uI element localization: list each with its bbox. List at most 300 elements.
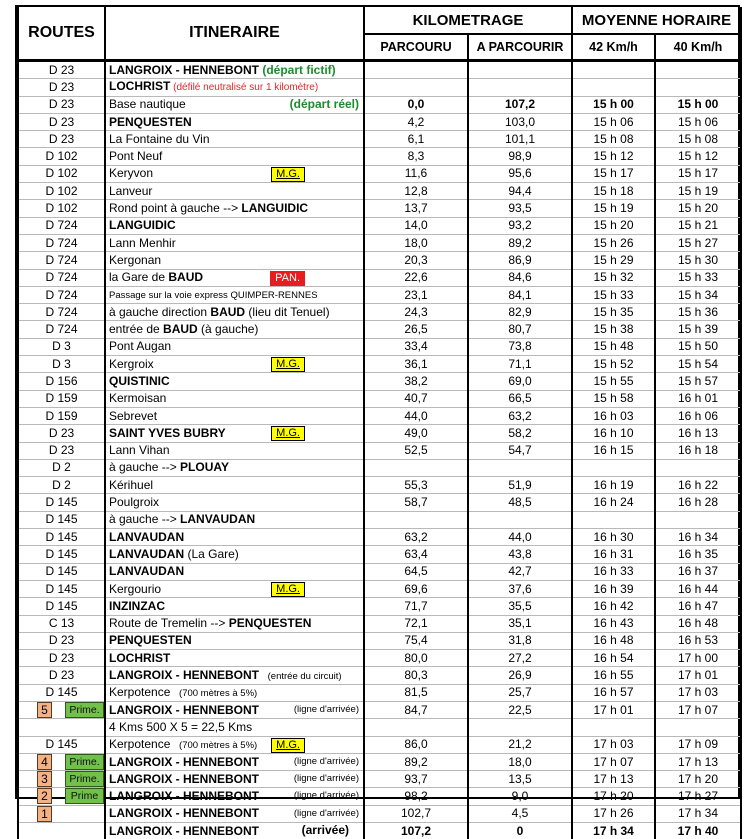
place-name: LANGROIX - HENNEBONT <box>109 824 259 838</box>
time-40kmh-cell: 16 h 53 <box>655 632 741 649</box>
place-name: LANGROIX - HENNEBONT <box>109 755 259 769</box>
km-remaining-cell: 54,7 <box>468 442 572 459</box>
km-remaining-cell: 31,8 <box>468 632 572 649</box>
km-remaining-cell <box>468 511 572 528</box>
itinerary-text: Poulgroix <box>109 495 159 509</box>
itinerary-cell <box>105 580 364 597</box>
time-42kmh-cell: 17 h 07 <box>572 753 655 770</box>
route-cell: D 23 <box>18 425 105 442</box>
km-remaining-cell: 82,9 <box>468 304 572 321</box>
km-remaining-cell: 58,2 <box>468 425 572 442</box>
table-row <box>18 823 741 839</box>
time-40kmh-cell: 15 h 17 <box>655 165 741 182</box>
itinerary-text: Kermoisan <box>109 391 166 405</box>
itinerary-note: (ligne d'arrivée) <box>294 702 359 717</box>
time-40kmh-cell: 17 h 13 <box>655 753 741 770</box>
km-remaining-cell: 89,2 <box>468 234 572 251</box>
place-name: LANGUIDIC <box>109 218 176 232</box>
km-covered-cell <box>364 61 468 79</box>
prime-badge: Prime. <box>65 702 104 718</box>
time-40kmh-cell <box>655 79 741 96</box>
km-remaining-cell: 86,9 <box>468 252 572 269</box>
time-42kmh-cell: 15 h 33 <box>572 286 655 303</box>
place-name: BAUD <box>168 270 203 284</box>
km-covered-cell: 86,0 <box>364 736 468 753</box>
route-cell <box>18 701 105 718</box>
time-40kmh-cell: 15 h 34 <box>655 286 741 303</box>
time-42kmh-cell: 16 h 19 <box>572 477 655 494</box>
route-cell: D 102 <box>18 200 105 217</box>
itinerary-cell <box>105 771 364 788</box>
km-covered-cell: 63,2 <box>364 529 468 546</box>
time-40kmh-cell <box>655 459 741 476</box>
table-row <box>18 252 741 269</box>
km-remaining-cell: 84,6 <box>468 269 572 286</box>
itinerary-cell <box>105 823 364 839</box>
km-covered-cell: 18,0 <box>364 234 468 251</box>
itinerary-cell <box>105 96 364 113</box>
itinerary-cell <box>105 719 364 736</box>
lap-number-badge: 1 <box>37 806 52 822</box>
km-covered-cell: 80,0 <box>364 650 468 667</box>
time-42kmh-cell: 17 h 01 <box>572 701 655 718</box>
itinerary-cell <box>105 598 364 615</box>
km-remaining-cell: 26,9 <box>468 667 572 684</box>
time-40kmh-cell: 15 h 00 <box>655 96 741 113</box>
time-42kmh-cell: 16 h 43 <box>572 615 655 632</box>
table-row <box>18 373 741 390</box>
table-row <box>18 286 741 303</box>
prime-badge: Prime <box>65 788 104 804</box>
km-remaining-cell: 43,8 <box>468 546 572 563</box>
table-row <box>18 131 741 148</box>
km-remaining-cell: 95,6 <box>468 165 572 182</box>
time-42kmh-cell: 16 h 10 <box>572 425 655 442</box>
itinerary-table <box>17 7 742 839</box>
table-row <box>18 269 741 286</box>
time-42kmh-cell: 16 h 30 <box>572 529 655 546</box>
km-covered-cell: 11,6 <box>364 165 468 182</box>
time-42kmh-cell <box>572 719 655 736</box>
table-row <box>18 805 741 822</box>
time-40kmh-cell: 15 h 50 <box>655 338 741 355</box>
time-42kmh-cell: 16 h 39 <box>572 580 655 597</box>
time-40kmh-cell: 17 h 07 <box>655 701 741 718</box>
time-40kmh-cell <box>655 719 741 736</box>
itinerary-cell <box>105 321 364 338</box>
time-42kmh-cell: 15 h 58 <box>572 390 655 407</box>
route-cell: D 145 <box>18 684 105 701</box>
km-covered-cell: 81,5 <box>364 684 468 701</box>
table-row <box>18 356 741 373</box>
itinerary-cell <box>105 442 364 459</box>
route-cell: D 145 <box>18 580 105 597</box>
km-covered-cell: 8,3 <box>364 148 468 165</box>
time-42kmh-cell <box>572 61 655 79</box>
route-cell: D 23 <box>18 96 105 113</box>
table-row <box>18 321 741 338</box>
itinerary-cell <box>105 425 364 442</box>
time-42kmh-cell: 15 h 38 <box>572 321 655 338</box>
itinerary-text: (La Gare) <box>184 547 239 561</box>
time-42kmh-cell: 15 h 08 <box>572 131 655 148</box>
km-remaining-cell: 71,1 <box>468 356 572 373</box>
time-42kmh-cell: 16 h 54 <box>572 650 655 667</box>
km-covered-cell <box>364 79 468 96</box>
km-remaining-cell: 13,5 <box>468 771 572 788</box>
km-remaining-cell <box>468 79 572 96</box>
place-name: LOCHRIST <box>109 79 170 93</box>
km-covered-cell <box>364 511 468 528</box>
table-row <box>18 684 741 701</box>
time-40kmh-cell: 16 h 01 <box>655 390 741 407</box>
itinerary-note: (ligne d'arrivée) <box>294 806 359 821</box>
km-covered-cell: 72,1 <box>364 615 468 632</box>
route-cell: D 3 <box>18 356 105 373</box>
time-42kmh-cell: 16 h 33 <box>572 563 655 580</box>
km-covered-cell: 38,2 <box>364 373 468 390</box>
itinerary-cell <box>105 494 364 511</box>
place-name: LANGROIX - HENNEBONT <box>109 772 259 786</box>
table-row <box>18 200 741 217</box>
lap-number-badge: 5 <box>37 702 52 718</box>
route-cell: D 159 <box>18 390 105 407</box>
route-cell: D 23 <box>18 113 105 130</box>
place-name: LANVAUDAN <box>180 512 255 526</box>
time-42kmh-cell: 15 h 18 <box>572 183 655 200</box>
table-row <box>18 580 741 597</box>
time-42kmh-cell: 15 h 29 <box>572 252 655 269</box>
itinerary-text: Pont Augan <box>109 339 171 353</box>
time-42kmh-cell: 16 h 48 <box>572 632 655 649</box>
km-remaining-cell: 84,1 <box>468 286 572 303</box>
column-header-42kmh: 42 Km/h <box>572 34 655 61</box>
time-40kmh-cell: 15 h 12 <box>655 148 741 165</box>
table-row <box>18 442 741 459</box>
time-42kmh-cell: 15 h 17 <box>572 165 655 182</box>
table-row <box>18 407 741 424</box>
km-covered-cell: 13,7 <box>364 200 468 217</box>
itinerary-cell <box>105 736 364 753</box>
km-covered-cell: 14,0 <box>364 217 468 234</box>
route-cell <box>18 753 105 770</box>
km-covered-cell: 63,4 <box>364 546 468 563</box>
time-42kmh-cell: 16 h 55 <box>572 667 655 684</box>
itinerary-cell <box>105 615 364 632</box>
time-40kmh-cell: 17 h 03 <box>655 684 741 701</box>
km-covered-cell: 55,3 <box>364 477 468 494</box>
time-42kmh-cell: 17 h 03 <box>572 736 655 753</box>
km-remaining-cell: 35,5 <box>468 598 572 615</box>
mountain-prize-badge: M.G. <box>271 426 305 441</box>
time-40kmh-cell: 15 h 06 <box>655 113 741 130</box>
table-row <box>18 736 741 753</box>
km-covered-cell: 44,0 <box>364 407 468 424</box>
km-remaining-cell: 51,9 <box>468 477 572 494</box>
itinerary-cell <box>105 563 364 580</box>
route-cell: D 724 <box>18 252 105 269</box>
itinerary-cell <box>105 632 364 649</box>
place-name: PLOUAY <box>180 460 229 474</box>
itinerary-cell <box>105 200 364 217</box>
table-row <box>18 753 741 770</box>
place-name: PENQUESTEN <box>109 115 192 129</box>
route-cell: D 145 <box>18 546 105 563</box>
place-name: LOCHRIST <box>109 651 170 665</box>
time-42kmh-cell: 15 h 06 <box>572 113 655 130</box>
km-covered-cell <box>364 459 468 476</box>
route-cell: D 724 <box>18 234 105 251</box>
route-cell: D 156 <box>18 373 105 390</box>
place-name: LANVAUDAN <box>109 530 184 544</box>
route-cell: D 23 <box>18 61 105 79</box>
place-name: BAUD <box>210 305 245 319</box>
itinerary-text: (lieu dit Tenuel) <box>245 305 330 319</box>
km-covered-cell: 22,6 <box>364 269 468 286</box>
itinerary-cell <box>105 356 364 373</box>
itinerary-text: Route de Tremelin --> <box>109 616 229 630</box>
table-row <box>18 148 741 165</box>
itinerary-text: Kerpotence <box>109 737 170 751</box>
itinerary-note: (ligne d'arrivée) <box>294 788 359 803</box>
mountain-prize-badge: M.G. <box>271 582 305 597</box>
route-cell: D 23 <box>18 131 105 148</box>
route-cell: D 23 <box>18 632 105 649</box>
time-40kmh-cell: 16 h 18 <box>655 442 741 459</box>
route-cell: C 13 <box>18 615 105 632</box>
itinerary-cell <box>105 252 364 269</box>
table-row <box>18 304 741 321</box>
time-40kmh-cell: 16 h 13 <box>655 425 741 442</box>
table-row <box>18 338 741 355</box>
route-cell: D 724 <box>18 304 105 321</box>
time-42kmh-cell: 17 h 26 <box>572 805 655 822</box>
route-cell: D 724 <box>18 217 105 234</box>
itinerary-cell <box>105 650 364 667</box>
time-42kmh-cell: 15 h 20 <box>572 217 655 234</box>
table-row <box>18 459 741 476</box>
itinerary-cell <box>105 286 364 303</box>
itinerary-cell <box>105 511 364 528</box>
place-name: LANGROIX - HENNEBONT <box>109 806 259 820</box>
km-covered-cell: 36,1 <box>364 356 468 373</box>
km-covered-cell: 4,2 <box>364 113 468 130</box>
km-remaining-cell: 66,5 <box>468 390 572 407</box>
time-40kmh-cell: 16 h 22 <box>655 477 741 494</box>
itinerary-text: entrée de <box>109 322 163 336</box>
itinerary-text: Kérihuel <box>109 478 153 492</box>
lap-number-badge: 2 <box>37 788 52 804</box>
route-cell: D 145 <box>18 736 105 753</box>
itinerary-text: Kerpotence <box>109 685 170 699</box>
time-42kmh-cell: 15 h 32 <box>572 269 655 286</box>
itinerary-note: (entrée du circuit) <box>265 671 342 682</box>
itinerary-text: La Fontaine du Vin <box>109 132 210 146</box>
time-40kmh-cell: 15 h 08 <box>655 131 741 148</box>
km-covered-cell: 107,2 <box>364 823 468 839</box>
route-cell: D 159 <box>18 407 105 424</box>
time-40kmh-cell: 16 h 48 <box>655 615 741 632</box>
time-40kmh-cell: 17 h 01 <box>655 667 741 684</box>
table-row <box>18 61 741 79</box>
itinerary-text: Sebrevet <box>109 409 157 423</box>
table-row <box>18 632 741 649</box>
km-remaining-cell: 44,0 <box>468 529 572 546</box>
route-cell <box>18 771 105 788</box>
time-40kmh-cell: 16 h 37 <box>655 563 741 580</box>
route-cell: D 23 <box>18 667 105 684</box>
route-cell: D 145 <box>18 511 105 528</box>
group-header-moyenne-horaire: MOYENNE HORAIRE <box>572 7 741 34</box>
time-40kmh-cell: 15 h 20 <box>655 200 741 217</box>
table-row <box>18 771 741 788</box>
time-40kmh-cell <box>655 61 741 79</box>
km-covered-cell: 23,1 <box>364 286 468 303</box>
route-cell: D 23 <box>18 442 105 459</box>
km-remaining-cell <box>468 459 572 476</box>
itinerary-cell <box>105 304 364 321</box>
itinerary-cell <box>105 684 364 701</box>
table-row <box>18 511 741 528</box>
place-name: INZINZAC <box>109 599 165 613</box>
place-name: LANGROIX - HENNEBONT <box>109 668 259 682</box>
km-covered-cell: 93,7 <box>364 771 468 788</box>
place-name: PENQUESTEN <box>229 616 312 630</box>
km-remaining-cell: 94,4 <box>468 183 572 200</box>
place-name: LANVAUDAN <box>109 564 184 578</box>
time-42kmh-cell: 16 h 24 <box>572 494 655 511</box>
mountain-prize-badge: M.G. <box>271 357 305 372</box>
km-remaining-cell: 35,1 <box>468 615 572 632</box>
route-cell: D 145 <box>18 598 105 615</box>
itinerary-cell <box>105 148 364 165</box>
time-42kmh-cell: 15 h 19 <box>572 200 655 217</box>
column-header-routes: ROUTES <box>18 7 105 61</box>
km-remaining-cell: 69,0 <box>468 373 572 390</box>
route-cell: D 724 <box>18 321 105 338</box>
itinerary-cell <box>105 805 364 822</box>
time-40kmh-cell: 15 h 39 <box>655 321 741 338</box>
itinerary-cell <box>105 234 364 251</box>
time-40kmh-cell: 17 h 27 <box>655 788 741 805</box>
km-remaining-cell: 0 <box>468 823 572 839</box>
km-remaining-cell: 103,0 <box>468 113 572 130</box>
column-header-40kmh: 40 Km/h <box>655 34 741 61</box>
time-40kmh-cell: 17 h 34 <box>655 805 741 822</box>
route-cell: D 3 <box>18 338 105 355</box>
km-covered-cell: 71,7 <box>364 598 468 615</box>
itinerary-cell <box>105 753 364 770</box>
table-row <box>18 615 741 632</box>
km-remaining-cell: 107,2 <box>468 96 572 113</box>
itinerary-note: (700 mètres à 5%) <box>176 740 257 751</box>
time-42kmh-cell: 15 h 00 <box>572 96 655 113</box>
table-row <box>18 563 741 580</box>
km-covered-cell: 52,5 <box>364 442 468 459</box>
km-remaining-cell <box>468 61 572 79</box>
route-cell: D 2 <box>18 459 105 476</box>
place-name: LANGROIX - HENNEBONT <box>109 63 259 77</box>
route-cell: D 724 <box>18 269 105 286</box>
km-remaining-cell: 9,0 <box>468 788 572 805</box>
table-row <box>18 529 741 546</box>
itinerary-text: Lann Vihan <box>109 443 170 457</box>
km-covered-cell: 49,0 <box>364 425 468 442</box>
km-remaining-cell: 21,2 <box>468 736 572 753</box>
itinerary-text: la Gare de <box>109 270 168 284</box>
time-42kmh-cell: 16 h 31 <box>572 546 655 563</box>
time-40kmh-cell: 15 h 19 <box>655 183 741 200</box>
km-remaining-cell: 63,2 <box>468 407 572 424</box>
table-row <box>18 390 741 407</box>
table-row <box>18 650 741 667</box>
km-covered-cell: 33,4 <box>364 338 468 355</box>
itinerary-text: (à gauche) <box>198 322 259 336</box>
km-remaining-cell <box>468 719 572 736</box>
column-header-parcouru: PARCOURU <box>364 34 468 61</box>
time-40kmh-cell: 16 h 44 <box>655 580 741 597</box>
time-40kmh-cell: 15 h 57 <box>655 373 741 390</box>
time-40kmh-cell: 16 h 35 <box>655 546 741 563</box>
km-remaining-cell: 93,2 <box>468 217 572 234</box>
km-covered-cell: 20,3 <box>364 252 468 269</box>
time-40kmh-cell: 17 h 00 <box>655 650 741 667</box>
route-cell <box>18 719 105 736</box>
km-covered-cell: 40,7 <box>364 390 468 407</box>
time-42kmh-cell: 16 h 57 <box>572 684 655 701</box>
time-40kmh-cell: 15 h 36 <box>655 304 741 321</box>
km-remaining-cell: 4,5 <box>468 805 572 822</box>
prime-badge: Prime. <box>65 771 104 787</box>
route-cell: D 2 <box>18 477 105 494</box>
km-remaining-cell: 42,7 <box>468 563 572 580</box>
time-40kmh-cell: 16 h 28 <box>655 494 741 511</box>
itinerary-note: (défilé neutralisé sur 1 kilomètre) <box>170 82 318 93</box>
itinerary-cell <box>105 477 364 494</box>
km-remaining-cell: 93,5 <box>468 200 572 217</box>
itinerary-text: Base nautique <box>109 97 186 111</box>
itinerary-note: (700 mètres à 5%) <box>176 688 257 699</box>
km-remaining-cell: 101,1 <box>468 131 572 148</box>
itinerary-cell <box>105 131 364 148</box>
itinerary-cell <box>105 217 364 234</box>
route-cell: D 23 <box>18 650 105 667</box>
place-name: PENQUESTEN <box>109 633 192 647</box>
route-cell: D 23 <box>18 79 105 96</box>
mountain-prize-badge: M.G. <box>271 738 305 753</box>
place-name: SAINT YVES BUBRY <box>109 426 226 440</box>
itinerary-cell <box>105 529 364 546</box>
sign-badge: PAN. <box>270 271 305 286</box>
time-42kmh-cell: 15 h 35 <box>572 304 655 321</box>
itinerary-cell <box>105 61 364 79</box>
itinerary-cell <box>105 373 364 390</box>
itinerary-text: à gauche direction <box>109 305 210 319</box>
itinerary-note: (ligne d'arrivée) <box>294 754 359 769</box>
km-covered-cell: 26,5 <box>364 321 468 338</box>
itinerary-cell <box>105 338 364 355</box>
time-42kmh-cell: 17 h 34 <box>572 823 655 839</box>
time-42kmh-cell <box>572 459 655 476</box>
itinerary-text: Keryvon <box>109 166 153 180</box>
time-40kmh-cell: 17 h 09 <box>655 736 741 753</box>
time-42kmh-cell: 17 h 20 <box>572 788 655 805</box>
itinerary-text: Kergroix <box>109 357 154 371</box>
time-40kmh-cell: 16 h 47 <box>655 598 741 615</box>
itinerary-note: (départ fictif) <box>259 63 336 77</box>
km-covered-cell: 0,0 <box>364 96 468 113</box>
km-remaining-cell: 22,5 <box>468 701 572 718</box>
